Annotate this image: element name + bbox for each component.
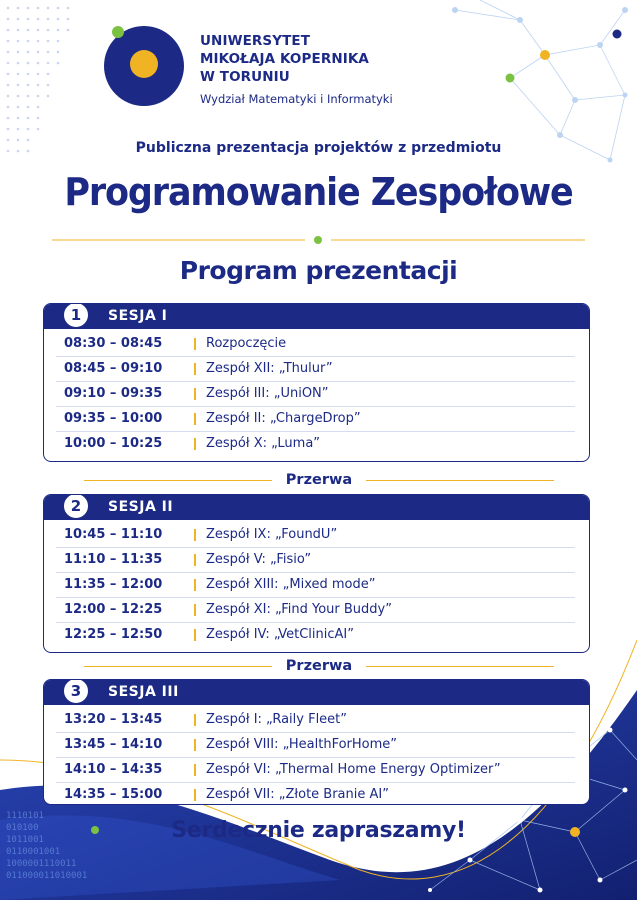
row-separator [194, 604, 196, 616]
session-label: SESJA I [108, 308, 168, 324]
row-separator [194, 739, 196, 751]
time-slot: 08:45 – 09:10 [64, 361, 163, 376]
session-box [43, 679, 590, 805]
title-divider [52, 233, 585, 247]
presentation-label: Zespół I: „Raily Fleet” [206, 712, 348, 727]
university-name-line: UNIWERSYTET [200, 33, 311, 49]
university-logo [104, 22, 188, 106]
break-label: Przerwa [285, 658, 353, 674]
schedule-row [56, 382, 575, 407]
page-title: Programowanie Zespołowe [64, 170, 573, 214]
session-label: SESJA II [108, 499, 174, 515]
presentation-label: Zespół VI: „Thermal Home Energy Optimizer” [206, 762, 501, 777]
time-slot: 09:10 – 09:35 [64, 386, 163, 401]
row-separator [194, 714, 196, 726]
time-slot: 12:25 – 12:50 [64, 627, 163, 642]
break-divider [84, 656, 554, 676]
binary-line: 010100 [6, 823, 39, 833]
session-number-badge: 3 [62, 679, 90, 705]
schedule-row [56, 432, 575, 456]
binary-line: 0110001001 [6, 847, 61, 857]
session-header [44, 495, 589, 520]
break-divider [84, 470, 554, 490]
binary-line: 1011001 [6, 835, 44, 845]
session-box [43, 303, 590, 462]
presentation-label: Zespół III: „UniON” [206, 386, 329, 401]
program-title: Program prezentacji [179, 256, 458, 285]
schedule-row [56, 623, 575, 647]
time-slot: 08:30 – 08:45 [64, 336, 163, 351]
schedule-row [56, 332, 575, 357]
schedule-row [56, 708, 575, 733]
schedule-row [56, 758, 575, 783]
row-separator [194, 388, 196, 400]
presentation-label: Zespół X: „Luma” [206, 436, 321, 451]
row-separator [194, 438, 196, 450]
session-header [44, 304, 589, 329]
presentation-label: Zespół II: „ChargeDrop” [206, 411, 361, 426]
presentation-label: Zespół XIII: „Mixed mode” [206, 577, 376, 592]
schedule-row [56, 783, 575, 805]
binary-line: 011000011010001 [6, 871, 88, 881]
time-slot: 11:35 – 12:00 [64, 577, 163, 592]
subtitle: Publiczna prezentacja projektów z przedmiotu [135, 140, 502, 156]
row-separator [194, 338, 196, 350]
presentation-label: Zespół XI: „Find Your Buddy” [206, 602, 392, 617]
presentation-label: Zespół IV: „VetClinicAI” [206, 627, 354, 642]
time-slot: 13:45 – 14:10 [64, 737, 163, 752]
row-separator [194, 579, 196, 591]
presentation-label: Rozpoczęcie [206, 336, 287, 351]
time-slot: 14:10 – 14:35 [64, 762, 163, 777]
schedule-row [56, 573, 575, 598]
row-separator [194, 413, 196, 425]
presentation-label: Zespół VII: „Złote Branie AI” [206, 787, 389, 802]
schedule-row [56, 523, 575, 548]
break-label: Przerwa [285, 472, 353, 488]
session-label: SESJA III [108, 684, 179, 700]
time-slot: 14:35 – 15:00 [64, 787, 163, 802]
time-slot: 11:10 – 11:35 [64, 552, 163, 567]
time-slot: 12:00 – 12:25 [64, 602, 163, 617]
binary-line: 1000001110011 [6, 859, 77, 869]
row-separator [194, 789, 196, 801]
time-slot: 09:35 – 10:00 [64, 411, 163, 426]
row-separator [194, 529, 196, 541]
time-slot: 10:45 – 11:10 [64, 527, 163, 542]
presentation-label: Zespół XII: „Thulur” [206, 361, 333, 376]
invitation-text: Serdecznie zapraszamy! [171, 818, 466, 843]
row-separator [194, 363, 196, 375]
time-slot: 10:00 – 10:25 [64, 436, 163, 451]
row-separator [194, 629, 196, 641]
presentation-label: Zespół IX: „FoundU” [206, 527, 338, 542]
university-name-line: MIKOŁAJA KOPERNIKA [200, 51, 369, 67]
university-name [200, 32, 369, 86]
presentation-label: Zespół V: „Fisio” [206, 552, 312, 567]
session-number-badge: 2 [62, 494, 90, 520]
session-header [44, 680, 589, 705]
schedule-row [56, 548, 575, 573]
university-name-line: W TORUNIU [200, 69, 290, 85]
presentation-label: Zespół VIII: „HealthForHome” [206, 737, 398, 752]
binary-line: 1110101 [6, 811, 44, 821]
time-slot: 13:20 – 13:45 [64, 712, 163, 727]
row-separator [194, 554, 196, 566]
session-box [43, 494, 590, 653]
schedule-row [56, 598, 575, 623]
session-number-badge: 1 [62, 303, 90, 329]
schedule-row [56, 407, 575, 432]
faculty-name: Wydział Matematyki i Informatyki [200, 92, 393, 106]
schedule-row [56, 733, 575, 758]
row-separator [194, 764, 196, 776]
schedule-row [56, 357, 575, 382]
